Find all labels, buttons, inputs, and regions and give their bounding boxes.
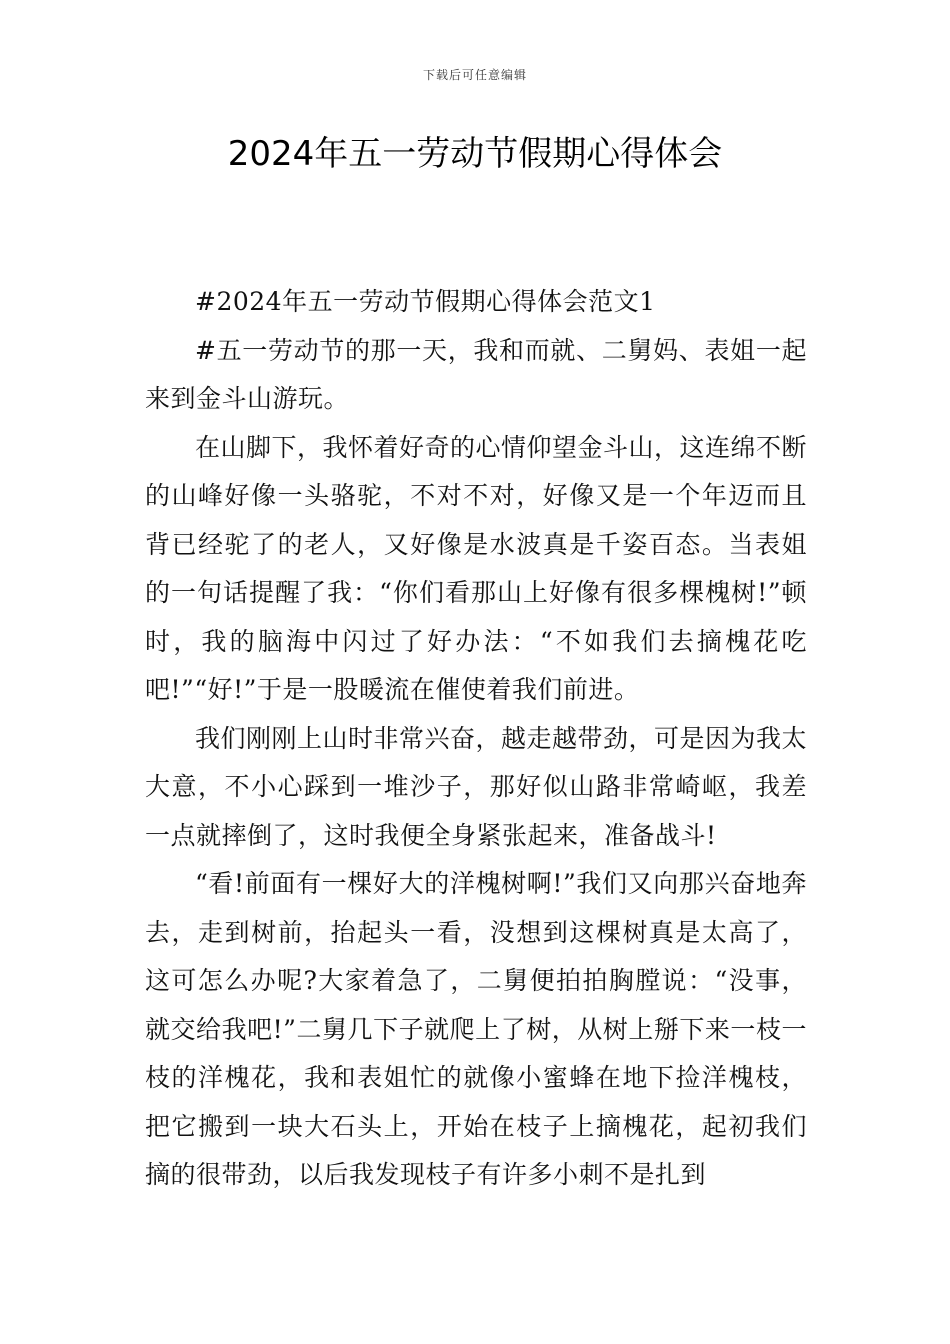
paragraph: 我们刚刚上山时非常兴奋，越走越带劲，可是因为我太大意，不小心踩到一堆沙子，那好似山路非常崎岖，我差一点就摔倒了，这时我便全身紧张起来，准备战斗!	[145, 723, 808, 850]
paragraph-heading: #2024年五一劳动节假期心得体会范文1	[195, 287, 656, 316]
paragraph: 在山脚下，我怀着好奇的心情仰望金斗山，这连绵不断的山峰好像一头骆驼，不对不对，好像又是一个年迈而且背已经驼了的老人，又好像是水波真是千姿百态。当表姐的一句话提醒了我：“你们看那山上好像有很多棵槐树!”顿时，我的脑海中闪过了好办法：“不如我们去摘槐花吃吧!”“好!”于是一股暖流在催使着我们前进。	[145, 432, 808, 704]
header-note: 下载后可任意编辑	[422, 68, 527, 82]
paragraph: “看!前面有一棵好大的洋槐树啊!”我们又向那兴奋地奔去，走到树前，抬起头一看，没想到这棵树真是太高了，这可怎么办呢?大家着急了，二舅便拍拍胸膛说：“没事，就交给我吧!”二舅几下子就爬上了树，从树上掰下来一枝一枝的洋槐花，我和表姐忙的就像小蜜蜂在地下捡洋槐枝，把它搬到一块大石头上，开始在枝子上摘槐花，起初我们摘的很带劲，以后我发现枝子有许多小刺不是扎到	[145, 869, 807, 1189]
document-title: 2024年五一劳动节假期心得体会	[227, 134, 723, 174]
document-body	[145, 278, 807, 1200]
paragraph: #五一劳动节的那一天，我和而就、二舅妈、表姐一起来到金斗山游玩。	[145, 335, 807, 413]
